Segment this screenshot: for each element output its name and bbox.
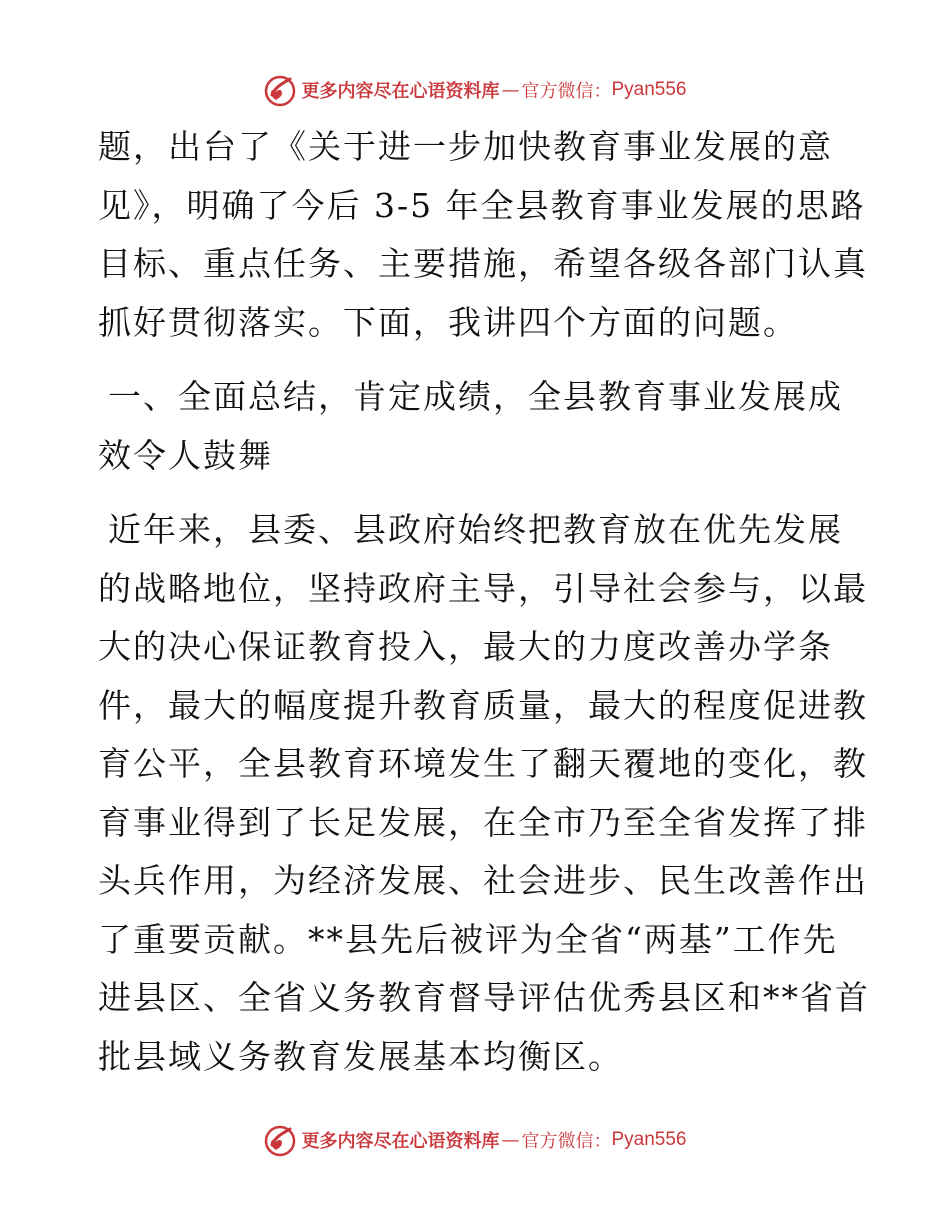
text-line: 目标、重点任务、主要措施，希望各级各部门认真	[98, 244, 868, 283]
text-line: 头兵作用，为经济发展、社会进步、民生改善作出	[98, 861, 868, 900]
text-line: 抓好贯彻落实。下面，我讲四个方面的问题。	[98, 302, 798, 342]
watermark-site-text: 更多内容尽在心语资料库	[301, 1131, 500, 1152]
text-line: 题，出台了《关于进一步加快教育事业发展的意	[98, 127, 833, 166]
text-line: 的战略地位，坚持政府主导，引导社会参与，以最	[98, 568, 868, 608]
watermark-wechat-id: Pyan556	[611, 1129, 687, 1150]
watermark-wechat-label: 官方微信：	[521, 1131, 612, 1152]
paragraph-achievements	[98, 501, 870, 1086]
heading-line: 效令人鼓舞	[98, 435, 273, 475]
text-line: 育公平，全县教育环境发生了翻天覆地的变化，教	[98, 744, 868, 783]
watermark-wechat-id: Pyan556	[611, 79, 687, 100]
brush-heart-logo-icon	[263, 73, 297, 107]
header-watermark	[0, 70, 950, 110]
watermark-separator: —	[501, 79, 520, 101]
text-line: 见》，明确了今后 3-5 年全县教育事业发展的思路	[98, 185, 866, 225]
text-line: 近年来，县委、县政府始终把教育放在优先发展	[108, 510, 843, 549]
watermark-wechat-label: 官方微信：	[521, 81, 612, 102]
heading-line: 一、全面总结，肯定成绩，全县教育事业发展成	[108, 377, 843, 416]
text-line: 进县区、全省义务教育督导评估优秀县区和**省首	[98, 978, 870, 1017]
section-heading	[98, 368, 858, 485]
footer-watermark	[0, 1120, 950, 1160]
watermark-separator: —	[501, 1129, 520, 1151]
text-line: 了重要贡献。**县先后被评为全省“两基”工作先	[98, 919, 838, 959]
document-body	[98, 118, 870, 1086]
brush-heart-logo-icon	[263, 1123, 297, 1157]
text-line: 大的决心保证教育投入，最大的力度改善办学条	[98, 627, 833, 666]
text-line: 件，最大的幅度提升教育质量，最大的程度促进教	[98, 685, 868, 725]
paragraph-intro	[98, 118, 868, 352]
watermark-site-text: 更多内容尽在心语资料库	[301, 81, 500, 102]
text-line: 育事业得到了长足发展，在全市乃至全省发挥了排	[98, 802, 868, 842]
text-line: 批县域义务教育发展基本均衡区。	[98, 1036, 623, 1076]
